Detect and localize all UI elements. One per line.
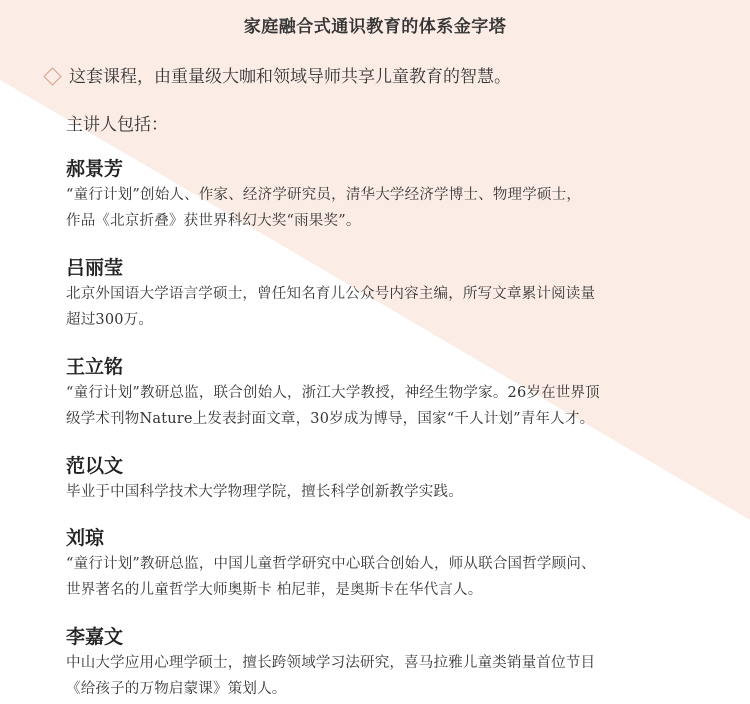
- intro-paragraph: [40, 65, 730, 89]
- presenter-name: 郝景芳: [66, 158, 124, 180]
- presenter-description: [66, 281, 710, 333]
- intro-text: 这套课程，由重量级大咖和领域导师共享儿童教育的智慧。: [69, 67, 511, 87]
- presenter-name: 吕丽莹: [66, 257, 124, 279]
- presenter-description: [66, 650, 710, 702]
- description-line: “童行计划”教研总监，联合创始人，浙江大学教授，神经生物学家。26岁在世界顶: [66, 385, 600, 401]
- presenters-label: 主讲人包括：: [66, 115, 168, 135]
- presenter-description: [66, 380, 710, 432]
- presenter-description: [66, 551, 710, 603]
- presenter-name: 李嘉文: [66, 626, 124, 648]
- presenter-entry: [66, 255, 710, 333]
- description-line: “童行计划”教研总监，中国儿童哲学研究中心联合创始人，师从联合国哲学顾问、: [66, 556, 596, 572]
- description-line: 世界著名的儿童哲学大师奥斯卡 柏尼菲，是奥斯卡在华代言人。: [66, 582, 483, 598]
- presenter-entry: [66, 354, 710, 432]
- diamond-icon: [43, 67, 61, 85]
- presenter-entry: [66, 453, 710, 505]
- description-line: 毕业于中国科学技术大学物理学院，擅长科学创新教学实践。: [66, 484, 463, 500]
- page-title: 家庭融合式通识教育的体系金字塔: [243, 17, 507, 37]
- presenter-name: 范以文: [66, 455, 124, 477]
- description-line: “童行计划”创始人、作家、经济学研究员，清华大学经济学博士、物理学硕士，: [66, 187, 582, 203]
- presenter-entry: [66, 525, 710, 603]
- description-line: 北京外国语大学语言学硕士，曾任知名育儿公众号内容主编，所写文章累计阅读量: [66, 286, 596, 302]
- presenter-description: [66, 479, 710, 505]
- description-line: 中山大学应用心理学硕士，擅长跨领域学习法研究，喜马拉雅儿童类销量首位节目: [66, 655, 596, 671]
- presenter-entry: [66, 156, 710, 234]
- description-line: 作品《北京折叠》获世界科幻大奖“雨果奖”。: [66, 213, 361, 229]
- presenter-description: [66, 182, 710, 234]
- presenter-name: 王立铭: [66, 356, 124, 378]
- description-line: 《给孩子的万物启蒙课》策划人。: [66, 681, 287, 697]
- presenter-entry: [66, 624, 710, 702]
- description-line: 超过300万。: [66, 312, 154, 328]
- presenter-name: 刘琼: [66, 527, 105, 549]
- description-line: 级学术刊物Nature上发表封面文章，30岁成为博导，国家“千人计划”青年人才。: [66, 411, 595, 427]
